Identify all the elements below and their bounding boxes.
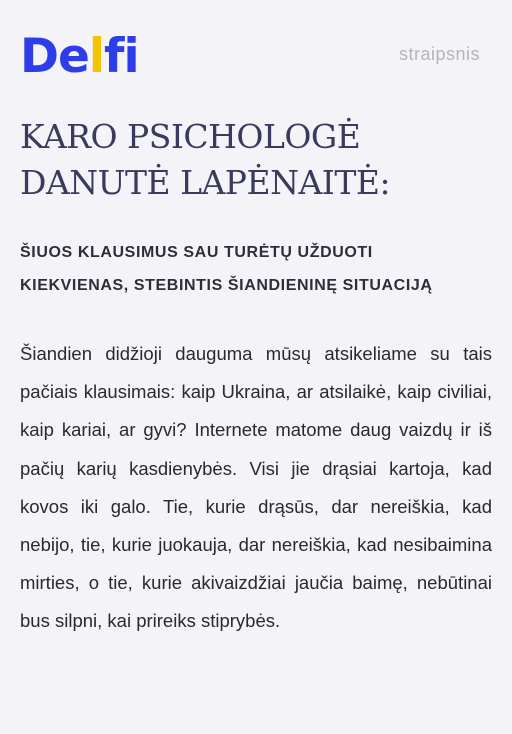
- logo-text-part1: De: [20, 29, 89, 84]
- article-title-line1: KARO PSICHOLOGĖ: [20, 117, 361, 156]
- delfi-logo[interactable]: [20, 30, 139, 84]
- logo-text-part2: l: [88, 29, 105, 84]
- article-title: [20, 114, 490, 206]
- article-subtitle-line2: KIEKVIENAS, STEBINTIS ŠIANDIENINĘ SITUACIJĄ: [20, 277, 433, 294]
- logo-text-part3: fi: [104, 29, 139, 84]
- article-subtitle-line1: ŠIUOS KLAUSIMUS SAU TURĖTŲ UŽDUOTI: [20, 244, 373, 261]
- article-type-badge: straipsnis: [398, 44, 480, 64]
- article-title-line2: DANUTĖ LAPĖNAITĖ:: [20, 163, 391, 202]
- article-subtitle: [20, 236, 490, 302]
- article-body: Šiandien didžioji dauguma mūsų atsikeliame su tais pačiais klausimais: kaip Ukraina, ar atsilaikė, kaip civiliai, kaip kariai, ar gyvi? Internete matome daug vaizdų ir iš pačių karių kasdienybės. Visi jie drąsiai kartoja, kad kovos iki galo. Tie, kurie drąsūs, dar nereiškia, kad nebijo, tie, kurie juokauja, dar nereiškia, kad nesibaimina mirties, o tie, kurie akivaizdžiai jaučia baimę, nebūtinai bus silpni, kai prireiks stiprybės.: [20, 343, 492, 632]
